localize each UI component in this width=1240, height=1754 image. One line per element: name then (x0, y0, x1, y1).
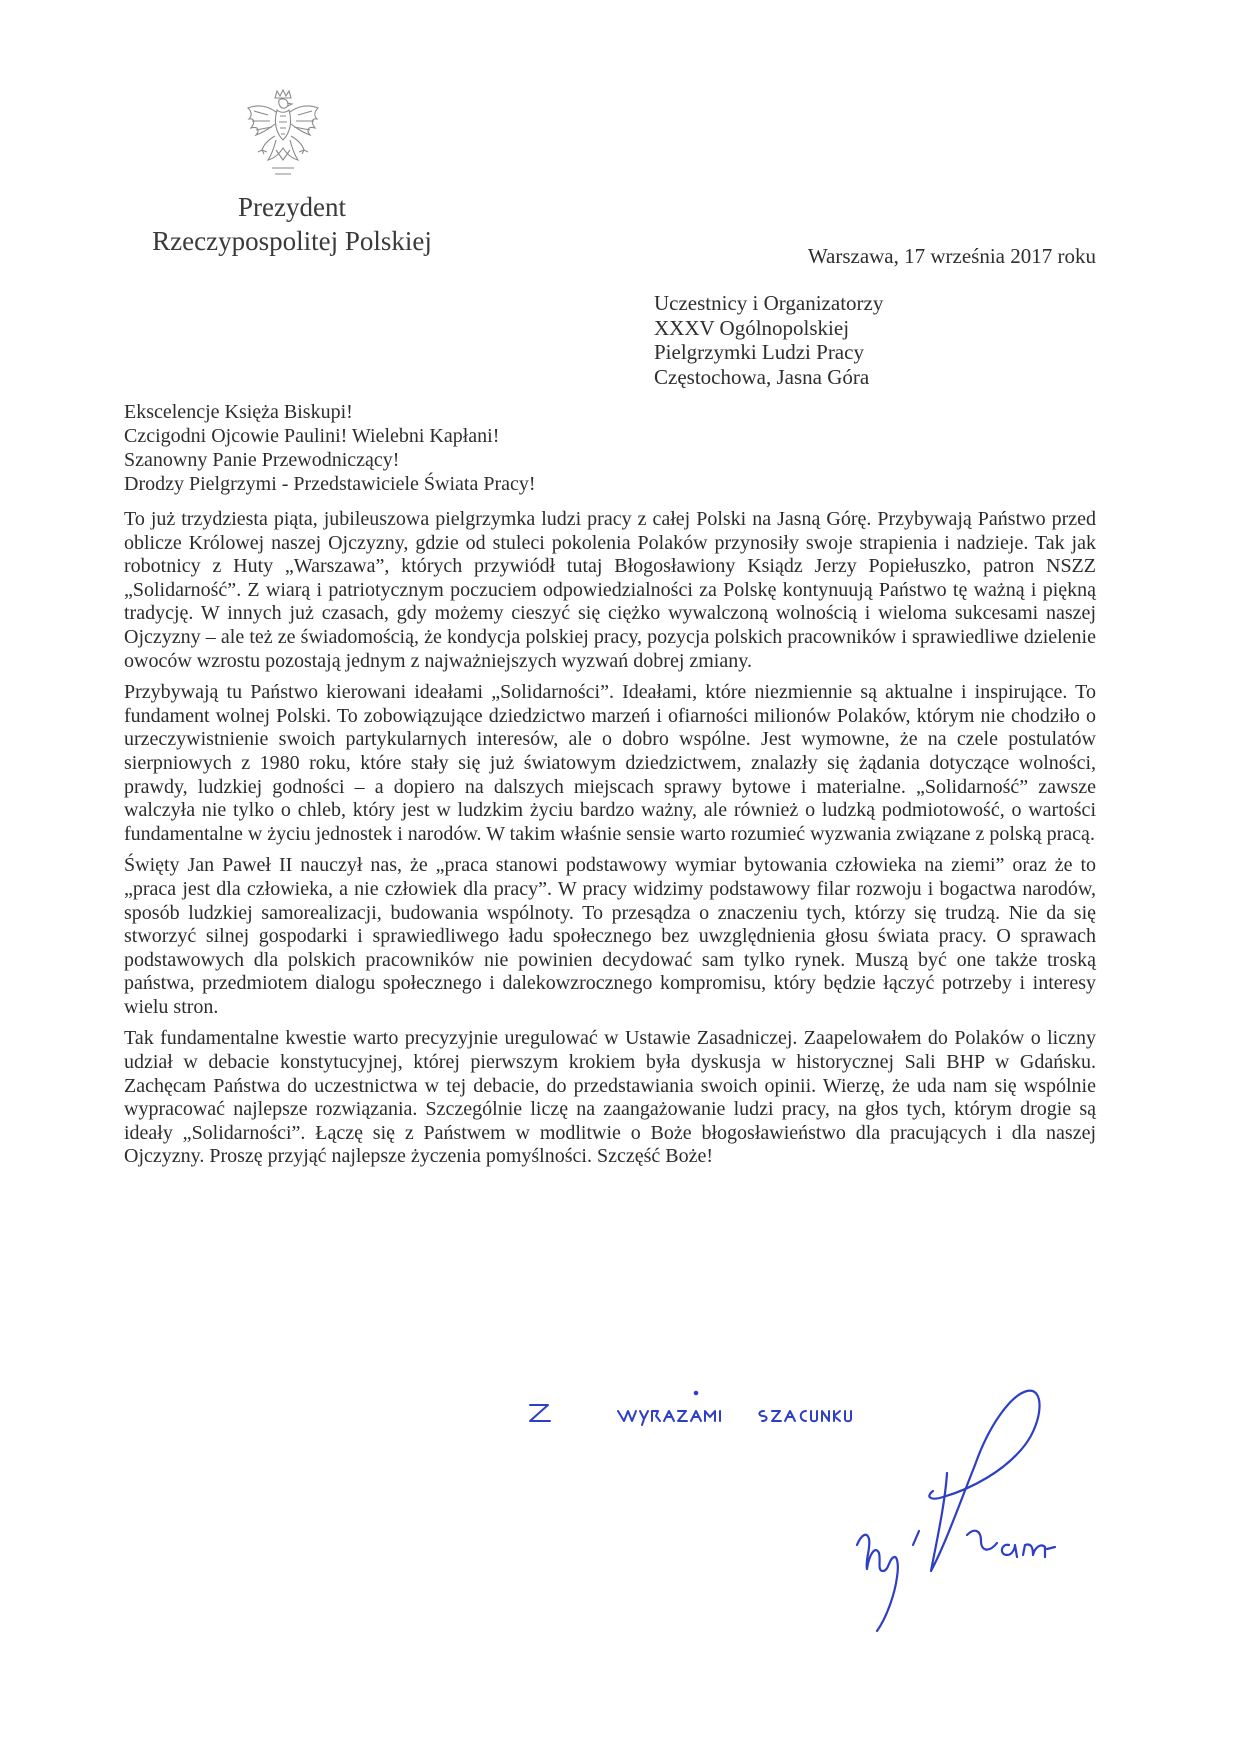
recipient-line: Uczestnicy i Organizatorzy (654, 291, 884, 315)
salutation-line: Czcigodni Ojcowie Paulini! Wielebni Kapłani! (124, 425, 500, 447)
polish-white-eagle-emblem-icon (242, 88, 324, 182)
letterhead-title-line1: Prezydent (238, 192, 346, 222)
body-paragraph: Tak fundamentalne kwestie warto precyzyjnie uregulować w Ustawie Zasadniczej. Zaapelowałem do Polaków o liczny udział w debacie konstytucyjnej, której pierwszym krokiem była dyskusja w historycznej Sali BHP w Gdańsku. Zachęcam Państwa do uczestnictwa w tej debacie, do przedstawiania swoich opinii. Wierzę, że uda nam się wspólnie wypracować najlepsze rozwiązania. Szczególnie liczę na zaangażowanie ludzi pracy, na głos tych, którym drogie są ideały „Solidarności”. Łączę się z Państwem w modlitwie o Boże błogosławieństwo dla pracujących i dla naszej Ojczyzny. Proszę przyjąć najlepsze życzenia pomyślności. Szczęść Boże! (124, 1027, 1096, 1168)
salutation-line: Szanowny Panie Przewodniczący! (124, 449, 400, 471)
handwritten-signature (855, 1385, 1115, 1635)
place-and-date: Warszawa, 17 września 2017 roku (807, 244, 1096, 268)
body-paragraph: Święty Jan Paweł II nauczył nas, że „praca stanowi podstawowy wymiar bytowania człowieka na ziemi” oraz że to „praca jest dla człowieka, a nie człowiek dla pracy”. W pracy widzimy podstawowy filar rozwoju i bogactwa narodów, sposób ludzkiej samorealizacji, budowania wspólnoty. To przesądza o znaczeniu tych, którzy się trudzą. Nie da się stworzyć silnej gospodarki i sprawiedliwego ładu społecznego bez uwzględnienia głosu świata pracy. O sprawach podstawowych dla polskich pracowników nie powinien decydować sam tylko rynek. Muszą być one także troską państwa, przedmiotem dialogu społecznego i dalekowzrocznego kompromisu, który będzie łączyć potrzeby i interesy wielu stron. (124, 854, 1096, 1018)
recipient-block (654, 291, 1074, 389)
recipient-line: XXXV Ogólnopolskiej (654, 315, 850, 340)
body-paragraph: To już trzydziesta piąta, jubileuszowa pielgrzymka ludzi pracy z całej Polski na Jasną Górę. Przybywają Państwo przed oblicze Królowej naszej Ojczyzny, gdzie od stuleci pokolenia Polaków przynosiły swoje strapienia i nadzieje. Tak jak robotnicy z Huty „Warszawa”, których przywiódł tutaj Błogosławiony Ksiądz Jerzy Popiełuszko, patron NSZZ „Solidarność”. Z wiarą i patriotycznym poczuciem odpowiedzialności za Polskę kontynuują Państwo tę ważną i piękną tradycję. W innych już czasach, gdy możemy cieszyć się ciężko wywalczoną wolnością i wieloma sukcesami naszej Ojczyzny – ale też ze świadomością, że kondycja polskiej pracy, pozycja polskich pracowników i sprawiedliwe dzielenie owoców wzrostu pozostają jednym z najważniejszych wyzwań dobrej zmiany. (124, 508, 1096, 672)
salutation-line: Drodzy Pielgrzymi - Przedstawiciele Świata Pracy! (124, 473, 536, 495)
recipient-line: Częstochowa, Jasna Góra (654, 364, 870, 389)
salutation-block (124, 400, 684, 496)
recipient-line: Pielgrzymki Ludzi Pracy (654, 340, 864, 364)
letterhead-title (112, 190, 472, 258)
letter-body (124, 508, 1096, 1177)
salutation-line: Ekscelencje Księża Biskupi! (124, 401, 353, 423)
body-paragraph: Przybywają tu Państwo kierowani ideałami „Solidarności”. Ideałami, które niezmiennie są aktualne i inspirujące. To fundament wolnej Polski. To zobowiązujące dziedzictwo marzeń i ofiarności milionów Polaków, którym nie chodziło o urzeczywistnienie swoich partykularnych interesów, ale o dobro wspólne. Jest wymowne, że na czele postulatów sierpniowych z 1980 roku, które stały się już światowym dziedzictwem, znalazły się żądania dotyczące wolności, prawdy, ludzkiej godności – a dopiero na dalszych miejscach sprawy bytowe i materialne. „Solidarność” zawsze walczyła nie tylko o chleb, który jest w ludzkim życiu bardzo ważny, ale również o ludzką podmiotowość, o wartości fundamentalne w życiu jednostek i narodów. W takim właśnie sensie warto rozumieć wyzwania związane z polską pracą. (124, 681, 1096, 845)
letterhead-title-line2: Rzeczypospolitej Polskiej (152, 226, 432, 256)
